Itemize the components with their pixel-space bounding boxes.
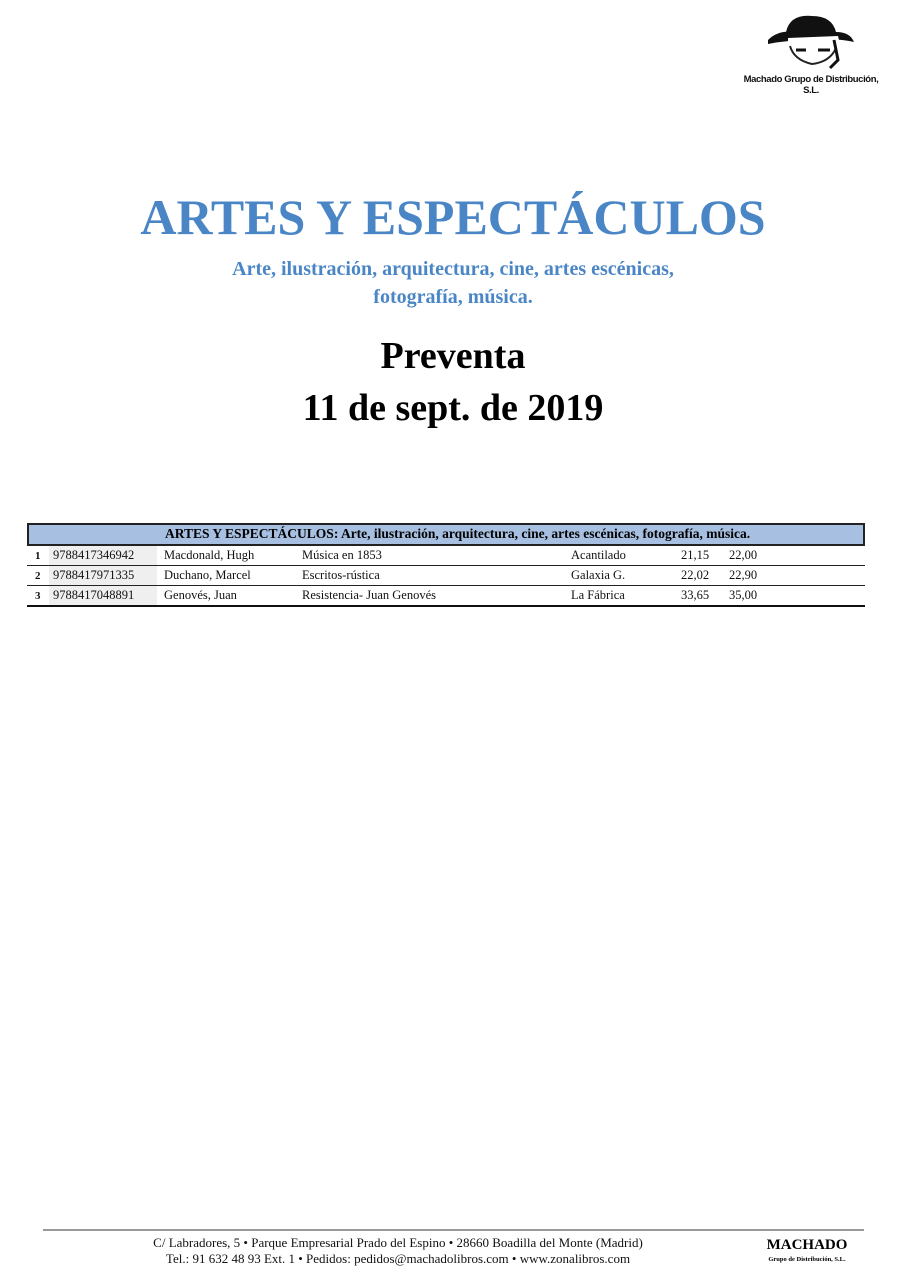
isbn: 9788417971335 (49, 566, 157, 585)
hat-man-icon (738, 10, 884, 74)
footer-address: C/ Labradores, 5 • Parque Empresarial Prado del Espino • 28660 Boadilla del Monte (Madrid) (153, 1235, 643, 1250)
table-row (27, 586, 865, 607)
isbn: 9788417346942 (49, 546, 157, 565)
row-number: 2 (35, 570, 41, 582)
author: Duchano, Marcel (164, 568, 251, 582)
price-net: 21,15 (681, 548, 710, 562)
table-row (27, 546, 865, 566)
table-row (27, 566, 865, 586)
publisher: La Fábrica (571, 588, 625, 602)
book-title: Escritos-rústica (302, 568, 380, 582)
isbn: 9788417048891 (49, 586, 157, 605)
price-net: 22,02 (681, 568, 710, 582)
price-net: 33,65 (681, 588, 710, 602)
publisher: Acantilado (571, 548, 626, 562)
price: 22,00 (729, 548, 758, 562)
row-number: 1 (35, 550, 41, 562)
logo-text: Machado Grupo de Distribución, S.L. (743, 74, 879, 96)
book-title: Resistencia- Juan Genovés (302, 588, 436, 602)
footer-contact: Tel.: 91 632 48 93 Ext. 1 • Pedidos: pedidos@machadolibros.com • www.zonalibros.com (165, 1251, 631, 1266)
price: 22,90 (729, 568, 758, 582)
books-table (27, 523, 865, 607)
table-heading-text: ARTES Y ESPECTÁCULOS: Arte, ilustración, arquitectura, cine, artes escénicas, fotografía, música. (165, 526, 751, 541)
footer-brand-sub: Grupo de Distribución, S.L. (768, 1256, 846, 1263)
page-title: ARTES Y ESPECTÁCULOS (140, 189, 766, 245)
presale-label: Preventa (380, 335, 526, 377)
subtitle-line-2: fotografía, música. (373, 286, 533, 308)
subtitle-line-1: Arte, ilustración, arquitectura, cine, artes escénicas, (232, 258, 674, 280)
footer-divider (43, 1229, 864, 1231)
author: Genovés, Juan (164, 588, 237, 602)
price: 35,00 (729, 588, 758, 602)
table-heading (27, 523, 865, 546)
publisher: Galaxia G. (571, 568, 626, 582)
author: Macdonald, Hugh (164, 548, 255, 562)
presale-date: 11 de sept. de 2019 (302, 387, 604, 429)
footer-brand: MACHADO (766, 1237, 848, 1253)
row-number: 3 (35, 590, 41, 602)
machado-logo (738, 10, 884, 96)
book-title: Música en 1853 (302, 548, 382, 562)
